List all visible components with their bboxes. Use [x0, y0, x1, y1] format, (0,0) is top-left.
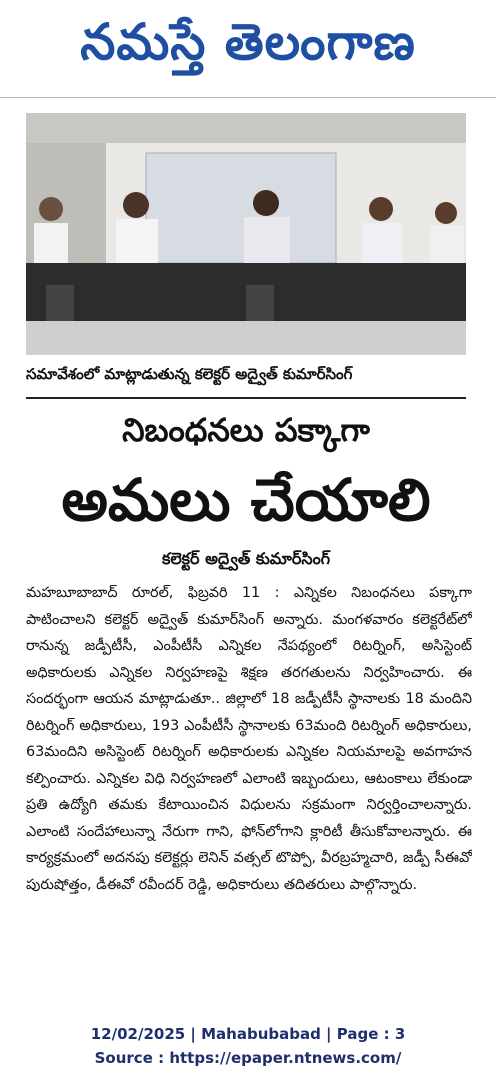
- headline-main: అమలు చేయాలి: [61, 466, 431, 534]
- caption-divider: [26, 397, 466, 399]
- photo-caption: సమావేశంలో మాట్లాడుతున్న కలెక్టర్ అద్వైత్ కుమార్‌సింగ్: [26, 365, 353, 383]
- article-body: మహబూబాబాద్ రూరల్, ఫిబ్రవరి 11 : ఎన్నికల నిబంధనలు పక్కాగా పాటించాలని కలెక్టర్ అద్వైత్ కుమార్‌సింగ్ అన్నారు. మంగళవారం కలెక్టరేట్‌లో రానున్న జడ్పీటీసీ, ఎంపీటీసీ ఎన్నికల నేపథ్యంలో రిటర్నింగ్, అసిస్టెంట్ అధికారులకు ఎన్నికల నిర్వహణపై శిక్షణ తరగతులను నిర్వహించారు. ఈ సందర్భంగా ఆయన మాట్లాడుతూ.. జిల్లాలో 18 జడ్పీటీసీ స్థానాలకు 18 మందిని రిటర్నింగ్ అధికారులు, 193 ఎంపీటీసీ స్థానాలకు 63మంది రిటర్నింగ్ అధికారులు, 63మందిని అసిస్టెంట్ రిటర్నింగ్ అధికారులకు ఎన్నికల నియమాలపై అవగాహన కల్పించారు. ఎన్నికల విధి నిర్వహణలో ఎలాంటి ఇబ్బందులు, ఆటంకాలు లేకుండా ప్రతి ఉద్యోగి తమకు కేటాయించిన విధులను సక్రమంగా నిర్వర్తించాలన్నారు. ఎలాంటి సందేహాలున్నా నేరుగా గాని, ఫోన్‌లోగాని క్లారిటీ తీసుకోవాలన్నారు. ఈ కార్యక్రమంలో అదనపు కలెక్టర్లు లెనిన్ వత్సల్ టొప్పో, వీరబ్రహ్మచారి, జడ్పీ సీఈవో పురుషోత్తం, డీఈవో రవీందర్ రెడ్డి, అధికారులు తదితరులు పాల్గొన్నారు.: [26, 585, 472, 893]
- article-byline: కలెక్టర్ అద్వైత్ కుమార్‌సింగ్: [161, 549, 331, 568]
- footer-source-line: Source : https://epaper.ntnews.com/: [94, 1049, 402, 1067]
- masthead-divider: [0, 97, 496, 98]
- newspaper-logo: నమస్తే తెలంగాణ: [80, 13, 416, 71]
- meeting-photo-illustration: [26, 113, 466, 355]
- page-footer: [0, 1022, 496, 1072]
- article-photo: [26, 113, 466, 355]
- headline-kicker: నిబంధనలు పక్కాగా: [122, 411, 370, 449]
- footer-date-line: 12/02/2025 | Mahabubabad | Page : 3: [90, 1025, 406, 1043]
- masthead: [0, 0, 496, 100]
